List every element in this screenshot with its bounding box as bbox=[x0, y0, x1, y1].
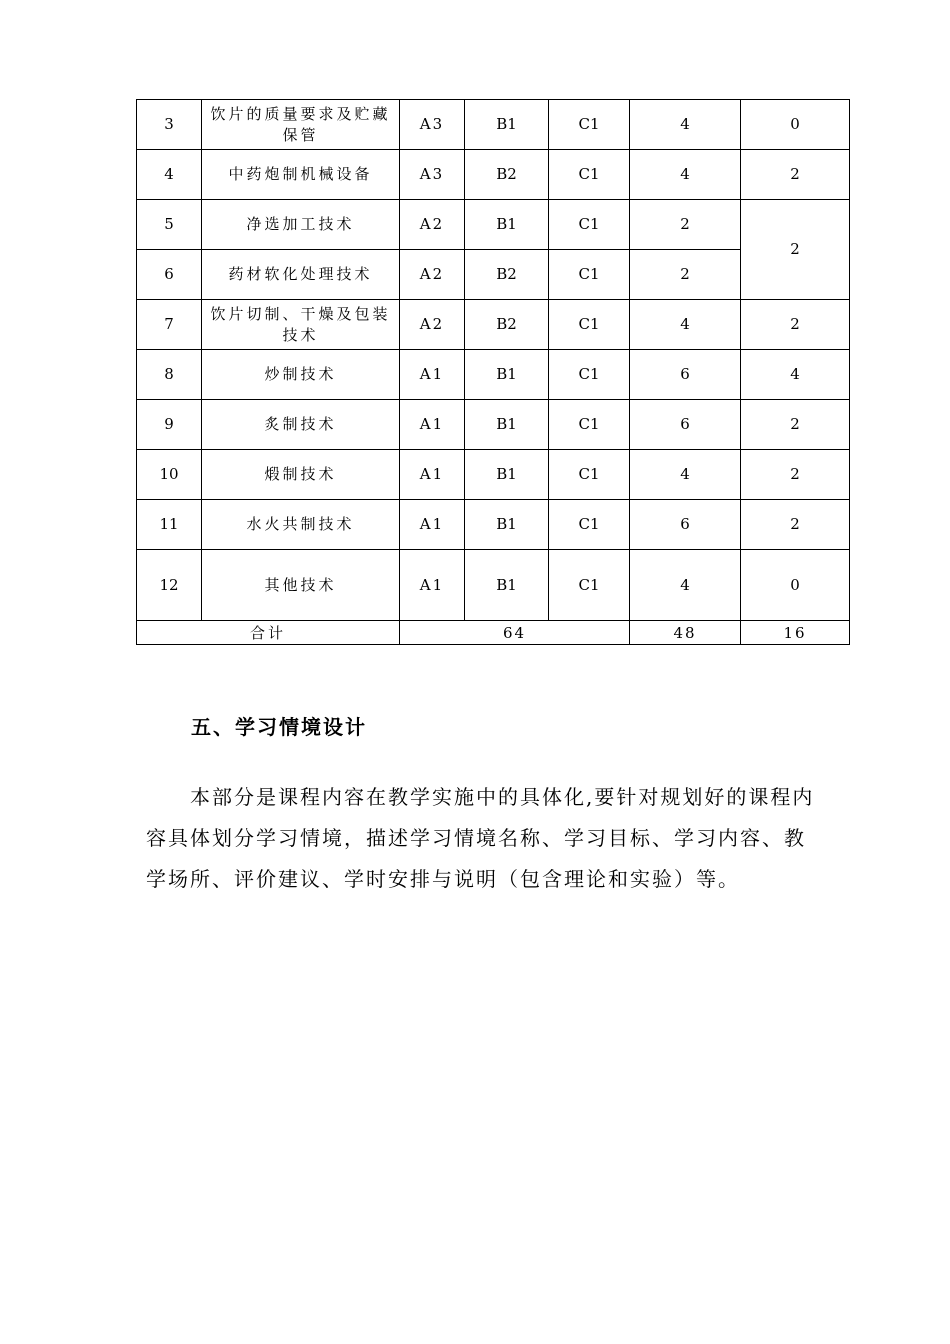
content-name: 饮片切制、干燥及包装技术 bbox=[202, 300, 400, 350]
content-name: 水火共制技术 bbox=[202, 500, 400, 550]
theory-hours: 6 bbox=[630, 350, 741, 400]
theory-hours: 2 bbox=[630, 200, 741, 250]
level-b: B1 bbox=[465, 550, 549, 621]
practice-hours: 4 bbox=[741, 350, 850, 400]
level-b: B2 bbox=[465, 250, 549, 300]
level-c: C1 bbox=[549, 250, 630, 300]
table-row bbox=[137, 350, 850, 400]
total-practice-hours: 16 bbox=[741, 621, 850, 645]
practice-hours: 2 bbox=[741, 300, 850, 350]
total-theory-hours: 48 bbox=[630, 621, 741, 645]
content-name: 煅制技术 bbox=[202, 450, 400, 500]
row-number: 5 bbox=[137, 200, 202, 250]
row-number: 8 bbox=[137, 350, 202, 400]
row-number: 9 bbox=[137, 400, 202, 450]
level-c: C1 bbox=[549, 100, 630, 150]
row-number: 10 bbox=[137, 450, 202, 500]
practice-hours: 2 bbox=[741, 450, 850, 500]
level-c: C1 bbox=[549, 400, 630, 450]
practice-hours: 0 bbox=[741, 100, 850, 150]
theory-hours: 6 bbox=[630, 500, 741, 550]
table-row bbox=[137, 300, 850, 350]
theory-hours: 4 bbox=[630, 300, 741, 350]
practice-hours: 0 bbox=[741, 550, 850, 621]
content-name: 其他技术 bbox=[202, 550, 400, 621]
level-c: C1 bbox=[549, 150, 630, 200]
content-name: 净选加工技术 bbox=[202, 200, 400, 250]
level-b: B1 bbox=[465, 400, 549, 450]
table-row bbox=[137, 150, 850, 200]
content-name: 饮片的质量要求及贮藏保管 bbox=[202, 100, 400, 150]
level-c: C1 bbox=[549, 500, 630, 550]
section-heading: 五、学习情境设计 bbox=[191, 715, 367, 739]
course-hours-table bbox=[136, 99, 850, 645]
theory-hours: 4 bbox=[630, 150, 741, 200]
table-row bbox=[137, 100, 850, 150]
table-row bbox=[137, 450, 850, 500]
theory-hours: 4 bbox=[630, 100, 741, 150]
content-name: 药材软化处理技术 bbox=[202, 250, 400, 300]
level-b: B1 bbox=[465, 450, 549, 500]
level-a: A1 bbox=[400, 450, 465, 500]
table-row bbox=[137, 400, 850, 450]
practice-hours: 2 bbox=[741, 400, 850, 450]
level-a: A2 bbox=[400, 200, 465, 250]
level-b: B2 bbox=[465, 150, 549, 200]
row-number: 4 bbox=[137, 150, 202, 200]
theory-hours: 4 bbox=[630, 550, 741, 621]
table-row bbox=[137, 500, 850, 550]
level-a: A2 bbox=[400, 300, 465, 350]
row-number: 6 bbox=[137, 250, 202, 300]
level-a: A2 bbox=[400, 250, 465, 300]
level-a: A1 bbox=[400, 550, 465, 621]
level-b: B1 bbox=[465, 500, 549, 550]
level-b: B1 bbox=[465, 350, 549, 400]
level-b: B2 bbox=[465, 300, 549, 350]
level-a: A3 bbox=[400, 100, 465, 150]
practice-hours-merged: 2 bbox=[741, 200, 850, 300]
level-c: C1 bbox=[549, 300, 630, 350]
row-number: 12 bbox=[137, 550, 202, 621]
practice-hours: 2 bbox=[741, 500, 850, 550]
level-a: A1 bbox=[400, 350, 465, 400]
level-c: C1 bbox=[549, 450, 630, 500]
content-name: 中药炮制机械设备 bbox=[202, 150, 400, 200]
level-b: B1 bbox=[465, 200, 549, 250]
table-row bbox=[137, 200, 850, 250]
table-row bbox=[137, 550, 850, 621]
level-c: C1 bbox=[549, 350, 630, 400]
row-number: 11 bbox=[137, 500, 202, 550]
total-hours: 64 bbox=[400, 621, 630, 645]
content-name: 炒制技术 bbox=[202, 350, 400, 400]
row-number: 3 bbox=[137, 100, 202, 150]
level-b: B1 bbox=[465, 100, 549, 150]
content-name: 炙制技术 bbox=[202, 400, 400, 450]
row-number: 7 bbox=[137, 300, 202, 350]
level-c: C1 bbox=[549, 550, 630, 621]
theory-hours: 4 bbox=[630, 450, 741, 500]
level-a: A3 bbox=[400, 150, 465, 200]
level-a: A1 bbox=[400, 500, 465, 550]
theory-hours: 2 bbox=[630, 250, 741, 300]
theory-hours: 6 bbox=[630, 400, 741, 450]
practice-hours: 2 bbox=[741, 150, 850, 200]
section-paragraph: 本部分是课程内容在教学实施中的具体化,要针对规划好的课程内容具体划分学习情境，描述学习情境名称、学习目标、学习内容、教学场所、评价建议、学时安排与说明（包含理论和实验）等。 bbox=[146, 785, 815, 891]
level-a: A1 bbox=[400, 400, 465, 450]
level-c: C1 bbox=[549, 200, 630, 250]
total-row bbox=[137, 621, 850, 645]
total-label: 合计 bbox=[137, 621, 400, 645]
